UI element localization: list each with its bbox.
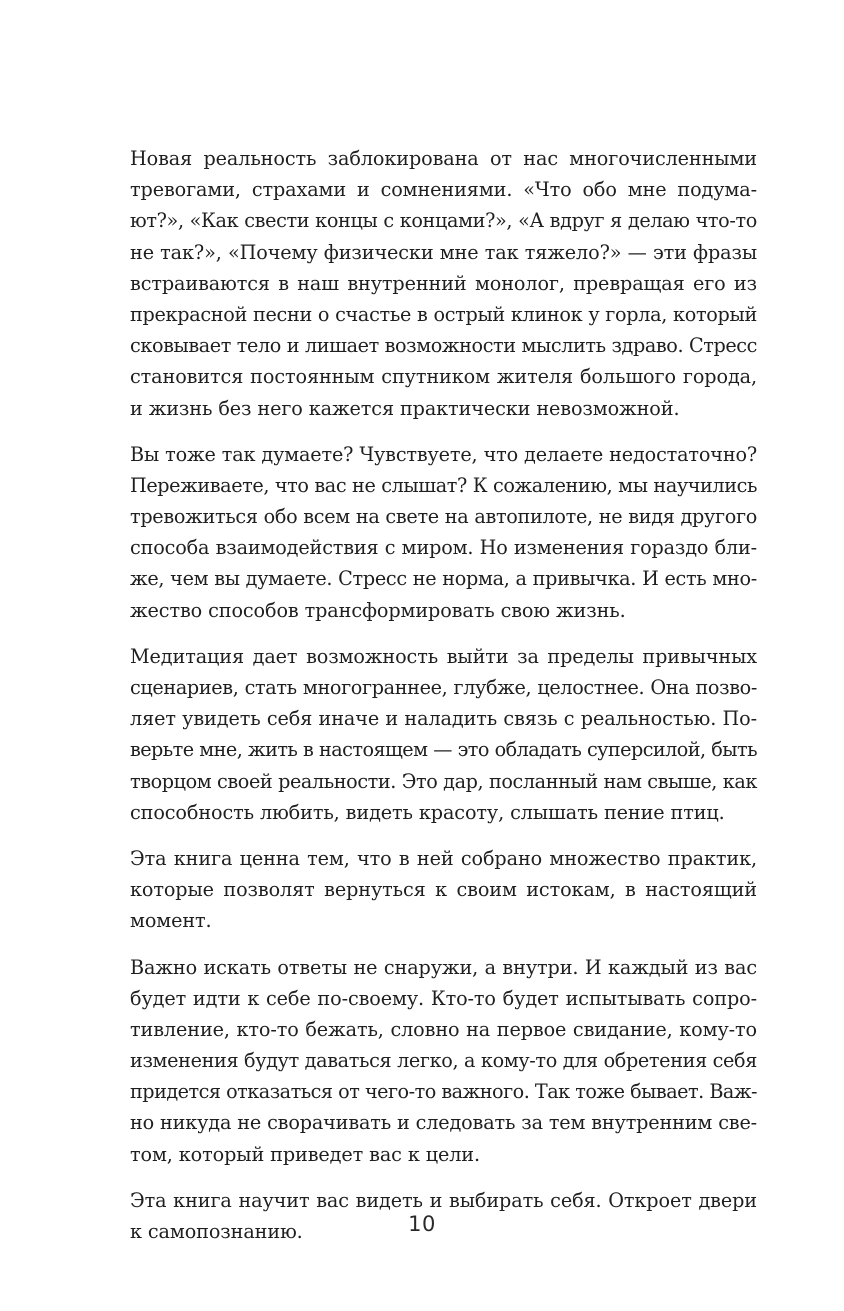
text-line: сценариев, стать многограннее, глубже, целостнее. Она позво- <box>130 676 757 699</box>
text-line: том, который приведет вас к цели. <box>130 1142 480 1166</box>
text-line: встраиваются в наш внутренний монолог, превращая его из <box>130 271 757 295</box>
text-line: тревогами, страхами и сомнениями. «Что обо мне подума- <box>130 178 757 202</box>
text-line: ют?», «Как свести концы с концами?», «А вдруг я делаю что-то <box>130 209 757 233</box>
paragraph <box>130 641 757 828</box>
text-line: верьте мне, жить в настоящем — это обладать суперсилой, быть <box>130 738 757 762</box>
text-line: Эта книга научит вас видеть и выбирать себя. Откроет двери <box>130 1188 757 1212</box>
paragraph <box>130 143 757 424</box>
text-line: сковывает тело и лишает возможности мыслить здраво. Стресс <box>130 334 757 358</box>
text-line: прекрасной песни о счастье в острый клинок у горла, который <box>130 302 757 326</box>
paragraph <box>130 439 757 626</box>
text-line: Новая реальность заблокирована от нас многочисленными <box>130 147 757 170</box>
text-line: же, чем вы думаете. Стресс не норма, а привычка. И есть мно- <box>130 567 757 591</box>
text-line: Важно искать ответы не снаружи, а внутри. И каждый из вас <box>130 955 757 979</box>
text-line: творцом своей реальности. Это дар, посланный нам свыше, как <box>130 769 757 793</box>
text-line: тивление, кто-то бежать, словно на первое свидание, кому-то <box>130 1017 757 1041</box>
text-line: ляет увидеть себя иначе и наладить связь с реальностью. По- <box>130 707 757 731</box>
text-line: жество способов трансформировать свою жизнь. <box>130 598 626 622</box>
body-text <box>130 143 757 1262</box>
text-line: Вы тоже так думаете? Чувствуете, что делаете недостаточно? <box>130 442 757 466</box>
paragraph <box>130 843 757 937</box>
text-line: Эта книга ценна тем, что в ней собрано множество практик, <box>130 846 757 870</box>
page-number: 10 <box>408 1212 436 1236</box>
text-line: придется отказаться от чего-то важного. Так тоже бывает. Важ- <box>130 1080 757 1104</box>
text-line: способа взаимодействия с миром. Но изменения гораздо бли- <box>130 536 757 560</box>
text-line: Медитация дает возможность выйти за пределы привычных <box>130 644 757 668</box>
text-line: не так?», «Почему физически мне так тяжело?» — эти фразы <box>130 240 757 264</box>
text-line: которые позволят вернуться к своим истокам, в настоящий <box>130 878 757 902</box>
text-line: становится постоянным спутником жителя большого города, <box>130 365 757 389</box>
text-line: способность любить, видеть красоту, слышать пение птиц. <box>130 800 725 824</box>
text-line: тревожиться обо всем на свете на автопилоте, не видя другого <box>130 505 757 529</box>
paragraph <box>130 952 757 1170</box>
text-line: Переживаете, что вас не слышат? К сожалению, мы научились <box>130 473 757 497</box>
text-line: изменения будут даваться легко, а кому-то для обретения себя <box>130 1049 757 1073</box>
text-line: будет идти к себе по-своему. Кто-то будет испытывать сопро- <box>130 986 757 1010</box>
text-line: к самопознанию. <box>130 1220 303 1243</box>
text-line: момент. <box>130 909 212 933</box>
text-line: и жизнь без него кажется практически невозможной. <box>130 396 680 420</box>
text-line: но никуда не сворачивать и следовать за тем внутренним све- <box>130 1111 757 1135</box>
